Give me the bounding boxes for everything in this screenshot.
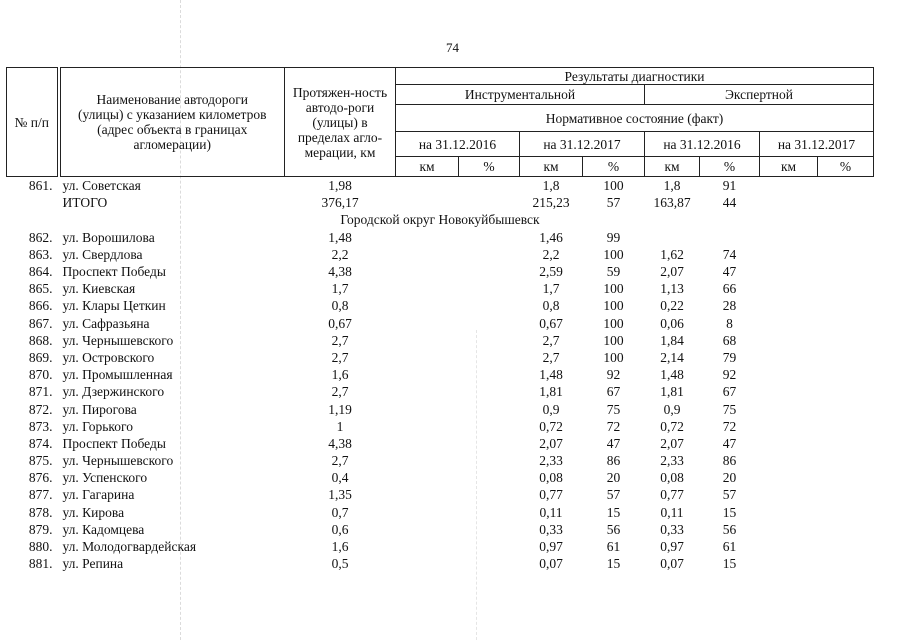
expert-2017-pct <box>818 469 874 486</box>
road-name: ул. Клары Цеткин <box>62 298 166 314</box>
expert-2016-km: 0,07 <box>660 556 684 572</box>
road-name: ул. Дзержинского <box>62 384 165 400</box>
expert-2016-pct: 47 <box>722 435 737 451</box>
row-number: 874. <box>28 435 53 451</box>
instr-2016-pct <box>459 177 520 195</box>
expert-2016-pct: 72 <box>722 418 737 434</box>
header-name: Наименование автодороги (улицы) с указанием километров (адрес объекта в границах агломерации) <box>59 68 285 177</box>
expert-2017-pct <box>818 538 874 555</box>
header-pct: % <box>700 157 760 177</box>
expert-2017-pct <box>818 366 874 383</box>
instr-2016-km <box>396 538 459 555</box>
expert-2017-km <box>760 504 818 521</box>
instr-2016-km <box>396 246 459 263</box>
expert-2016-km: 0,9 <box>663 401 681 417</box>
road-name: ул. Ворошилова <box>62 229 155 245</box>
instr-2016-pct <box>459 469 520 486</box>
instr-2017-pct: 99 <box>606 229 621 245</box>
road-name: ул. Пирогова <box>62 401 137 417</box>
instr-2017-pct: 57 <box>606 487 621 503</box>
expert-2016-pct: 20 <box>722 470 737 486</box>
expert-2017-pct <box>818 418 874 435</box>
instr-2016-pct <box>459 521 520 538</box>
instr-2016-km <box>396 297 459 314</box>
instr-2016-pct <box>459 504 520 521</box>
table-row <box>7 297 874 314</box>
expert-2016-pct: 67 <box>722 384 737 400</box>
instr-2016-km <box>396 366 459 383</box>
table-row <box>7 452 874 469</box>
road-name: ул. Чернышевского <box>62 453 174 469</box>
row-number: 873. <box>28 418 53 434</box>
expert-2016-pct: 61 <box>722 539 737 555</box>
road-length: 1,6 <box>331 539 349 555</box>
row-number: 877. <box>28 487 53 503</box>
expert-2017-pct <box>818 486 874 503</box>
row-number: 865. <box>28 281 53 297</box>
road-length: 2,2 <box>331 246 349 262</box>
header-date-i17: на 31.12.2017 <box>520 132 645 157</box>
expert-2016-km <box>645 229 700 246</box>
expert-2017-pct <box>818 229 874 246</box>
header-length: Протяжен-ность автодо-роги (улицы) в пределах агло-мерации, км <box>285 68 396 177</box>
expert-2017-km <box>760 435 818 452</box>
table-row <box>7 366 874 383</box>
road-name: ул. Успенского <box>62 470 148 486</box>
header-date-e17: на 31.12.2017 <box>760 132 874 157</box>
table-row <box>7 280 874 297</box>
table-row <box>7 315 874 332</box>
section-title: Городской округ Новокуйбышевск <box>340 212 540 228</box>
expert-2017-km <box>760 400 818 417</box>
row-number: 875. <box>28 453 53 469</box>
table-row <box>7 469 874 486</box>
expert-2017-km <box>760 280 818 297</box>
instr-2017-pct: 100 <box>603 298 624 314</box>
row-number: 880. <box>28 539 53 555</box>
expert-2016-pct: 28 <box>722 298 737 314</box>
instr-2017-km: 2,7 <box>542 332 560 348</box>
road-name: ул. Репина <box>62 556 124 572</box>
road-length: 0,7 <box>331 504 349 520</box>
instr-2017-km: 215,23 <box>532 195 570 211</box>
expert-2017-pct <box>818 452 874 469</box>
expert-2016-km: 0,11 <box>660 504 684 520</box>
expert-2017-pct <box>818 315 874 332</box>
instr-2016-km <box>396 229 459 246</box>
instr-2017-pct: 56 <box>606 521 621 537</box>
row-number: 871. <box>28 384 53 400</box>
instr-2017-km: 2,7 <box>542 349 560 365</box>
header-km: км <box>396 157 459 177</box>
expert-2017-pct <box>818 246 874 263</box>
header-pct: % <box>583 157 645 177</box>
expert-2016-pct: 56 <box>722 521 737 537</box>
expert-2017-km <box>760 555 818 572</box>
road-length: 1,98 <box>328 178 352 194</box>
row-number: 881. <box>28 556 53 572</box>
road-length: 1,19 <box>328 401 352 417</box>
expert-2016-pct: 92 <box>722 367 737 383</box>
expert-2017-pct <box>818 349 874 366</box>
expert-2017-pct <box>818 297 874 314</box>
expert-2017-km <box>760 452 818 469</box>
table-body <box>7 177 874 573</box>
road-length: 1,7 <box>331 281 349 297</box>
instr-2016-km <box>396 280 459 297</box>
instr-2016-km <box>396 383 459 400</box>
instr-2016-km <box>396 521 459 538</box>
expert-2017-pct <box>818 435 874 452</box>
expert-2016-pct: 79 <box>722 349 737 365</box>
header-normative: Нормативное состояние (факт) <box>396 105 874 132</box>
instr-2017-km: 2,07 <box>539 435 563 451</box>
expert-2017-km <box>760 332 818 349</box>
row-number: 866. <box>28 298 53 314</box>
expert-2016-km: 0,97 <box>660 539 684 555</box>
table-row <box>7 177 874 195</box>
row-number: 872. <box>28 401 53 417</box>
road-name: Проспект Победы <box>62 264 166 280</box>
expert-2017-km <box>760 194 818 211</box>
instr-2016-pct <box>459 400 520 417</box>
table-row <box>7 521 874 538</box>
instr-2016-pct <box>459 315 520 332</box>
road-name: ул. Сафразьяна <box>62 315 150 331</box>
expert-2017-km <box>760 229 818 246</box>
expert-2016-km: 0,06 <box>660 315 684 331</box>
expert-2017-pct <box>818 332 874 349</box>
road-length: 1,6 <box>331 367 349 383</box>
row-number: 869. <box>28 349 53 365</box>
instr-2016-km <box>396 263 459 280</box>
instr-2017-pct: 72 <box>606 418 621 434</box>
instr-2016-pct <box>459 383 520 400</box>
row-number: 867. <box>28 315 53 331</box>
instr-2016-pct <box>459 332 520 349</box>
expert-2016-km: 1,48 <box>660 367 684 383</box>
road-length: 4,38 <box>328 264 352 280</box>
road-length: 2,7 <box>331 332 349 348</box>
instr-2017-km: 0,9 <box>542 401 560 417</box>
row-number: 862. <box>28 229 53 245</box>
expert-2017-km <box>760 297 818 314</box>
instr-2016-pct <box>459 246 520 263</box>
road-name: ул. Горького <box>62 418 133 434</box>
expert-2016-pct: 47 <box>722 264 737 280</box>
table-row <box>7 332 874 349</box>
expert-2016-pct: 74 <box>722 246 737 262</box>
expert-2016-km: 0,22 <box>660 298 684 314</box>
page-number: 74 <box>446 40 459 55</box>
expert-2016-pct: 91 <box>722 178 737 194</box>
instr-2016-km <box>396 418 459 435</box>
instr-2017-pct: 86 <box>606 453 621 469</box>
expert-2017-km <box>760 538 818 555</box>
table-row <box>7 263 874 280</box>
expert-2016-km: 0,72 <box>660 418 684 434</box>
row-number <box>7 194 59 211</box>
expert-2016-km: 163,87 <box>653 195 691 211</box>
instr-2016-pct <box>459 349 520 366</box>
road-length: 0,6 <box>331 521 349 537</box>
instr-2016-km <box>396 349 459 366</box>
expert-2016-km: 1,81 <box>660 384 684 400</box>
instr-2017-km: 2,33 <box>539 453 563 469</box>
header-pct: % <box>459 157 520 177</box>
instr-2016-km <box>396 332 459 349</box>
instr-2016-pct <box>459 486 520 503</box>
instr-2017-pct: 20 <box>606 470 621 486</box>
expert-2016-pct: 57 <box>722 487 737 503</box>
road-length: 4,38 <box>328 435 352 451</box>
expert-2016-pct: 8 <box>726 315 733 331</box>
instr-2017-km: 0,67 <box>539 315 563 331</box>
expert-2016-km: 1,62 <box>660 246 684 262</box>
table-row <box>7 194 874 211</box>
instr-2017-km: 0,8 <box>542 298 560 314</box>
header-date-i16: на 31.12.2016 <box>396 132 520 157</box>
instr-2016-pct <box>459 538 520 555</box>
instr-2017-km: 1,81 <box>539 384 563 400</box>
instr-2017-km: 0,07 <box>539 556 563 572</box>
instr-2017-km: 2,2 <box>542 246 560 262</box>
instr-2016-km <box>396 435 459 452</box>
row-number: 878. <box>28 504 53 520</box>
instr-2016-km <box>396 504 459 521</box>
expert-2017-pct <box>818 400 874 417</box>
header-results: Результаты диагностики <box>396 68 874 85</box>
expert-2016-km: 0,08 <box>660 470 684 486</box>
instr-2017-pct: 57 <box>606 195 621 211</box>
expert-2016-pct: 15 <box>722 504 737 520</box>
road-name: ул. Свердлова <box>62 246 143 262</box>
expert-2017-km <box>760 418 818 435</box>
expert-2016-km: 1,13 <box>660 281 684 297</box>
table-row <box>7 486 874 503</box>
road-name: ул. Кирова <box>62 504 125 520</box>
instr-2016-km <box>396 452 459 469</box>
instr-2016-pct <box>459 229 520 246</box>
expert-2017-pct <box>818 504 874 521</box>
row-number: 870. <box>28 367 53 383</box>
instr-2016-km <box>396 400 459 417</box>
instr-2016-km <box>396 469 459 486</box>
expert-2017-km <box>760 177 818 195</box>
road-name: ул. Гагарина <box>62 487 135 503</box>
expert-2017-pct <box>818 383 874 400</box>
instr-2017-pct: 100 <box>603 332 624 348</box>
expert-2016-km: 0,33 <box>660 521 684 537</box>
road-length: 376,17 <box>321 195 359 211</box>
header-date-e16: на 31.12.2016 <box>645 132 760 157</box>
instr-2017-km: 0,77 <box>539 487 563 503</box>
header-num: № п/п <box>7 68 59 177</box>
row-number: 863. <box>28 246 53 262</box>
instr-2017-pct: 15 <box>606 504 621 520</box>
expert-2016-km: 0,77 <box>660 487 684 503</box>
road-length: 2,7 <box>331 453 349 469</box>
instr-2017-pct: 61 <box>606 539 621 555</box>
instr-2016-km <box>396 194 459 211</box>
expert-2016-pct: 86 <box>722 453 737 469</box>
expert-2016-km: 1,8 <box>663 178 681 194</box>
instr-2016-pct <box>459 263 520 280</box>
instr-2017-pct: 100 <box>603 178 624 194</box>
table-row <box>7 229 874 246</box>
expert-2017-pct <box>818 263 874 280</box>
expert-2017-pct <box>818 555 874 572</box>
expert-2017-pct <box>818 177 874 195</box>
expert-2017-km <box>760 263 818 280</box>
instr-2017-pct: 100 <box>603 281 624 297</box>
expert-2016-km: 2,33 <box>660 453 684 469</box>
table-row <box>7 538 874 555</box>
header-pct: % <box>818 157 874 177</box>
expert-2017-km <box>760 486 818 503</box>
row-number: 864. <box>28 264 53 280</box>
expert-2016-pct: 75 <box>722 401 737 417</box>
instr-2017-km: 2,59 <box>539 264 563 280</box>
road-name: Проспект Победы <box>62 435 166 451</box>
row-number: 879. <box>28 521 53 537</box>
expert-2017-pct <box>818 194 874 211</box>
instr-2017-pct: 67 <box>606 384 621 400</box>
instr-2017-pct: 59 <box>606 264 621 280</box>
instr-2016-km <box>396 315 459 332</box>
road-name: ул. Островского <box>62 349 155 365</box>
instr-2017-km: 0,11 <box>539 504 563 520</box>
instr-2017-km: 1,8 <box>542 178 560 194</box>
road-diagnostics-table <box>6 67 874 572</box>
expert-2016-pct: 15 <box>722 556 737 572</box>
expert-2016-km: 1,84 <box>660 332 684 348</box>
expert-2017-km <box>760 315 818 332</box>
instr-2016-km <box>396 486 459 503</box>
instr-2016-km <box>396 177 459 195</box>
table-row <box>7 555 874 572</box>
expert-2016-pct: 66 <box>722 281 737 297</box>
header-km: км <box>645 157 700 177</box>
instr-2017-pct: 92 <box>606 367 621 383</box>
expert-2017-km <box>760 246 818 263</box>
instr-2017-km: 1,48 <box>539 367 563 383</box>
table-row <box>7 418 874 435</box>
road-name: ул. Молодогвардейская <box>62 539 197 555</box>
row-number: 861. <box>28 178 53 194</box>
row-number: 876. <box>28 470 53 486</box>
expert-2017-pct <box>818 521 874 538</box>
road-name: ул. Промышленная <box>62 367 173 383</box>
expert-2016-km: 2,07 <box>660 264 684 280</box>
expert-2017-km <box>760 521 818 538</box>
expert-2016-km: 2,07 <box>660 435 684 451</box>
road-length: 0,5 <box>331 556 349 572</box>
instr-2017-km: 0,97 <box>539 539 563 555</box>
header-instrumental: Инструментальной <box>396 85 645 105</box>
instr-2017-pct: 75 <box>606 401 621 417</box>
expert-2017-km <box>760 383 818 400</box>
instr-2016-pct <box>459 452 520 469</box>
road-name: ул. Советская <box>62 178 141 194</box>
instr-2017-km: 0,72 <box>539 418 563 434</box>
instr-2016-km <box>396 555 459 572</box>
instr-2016-pct <box>459 555 520 572</box>
instr-2017-pct: 47 <box>606 435 621 451</box>
instr-2017-km: 1,7 <box>542 281 560 297</box>
table-header <box>7 68 874 177</box>
row-number: 868. <box>28 332 53 348</box>
road-length: 0,67 <box>328 315 352 331</box>
road-length: 1,35 <box>328 487 352 503</box>
instr-2017-km: 1,46 <box>539 229 563 245</box>
table-row <box>7 435 874 452</box>
instr-2016-pct <box>459 280 520 297</box>
table-row <box>7 246 874 263</box>
expert-2016-pct: 44 <box>722 195 737 211</box>
instr-2017-pct: 100 <box>603 315 624 331</box>
header-km: км <box>520 157 583 177</box>
road-length: 2,7 <box>331 384 349 400</box>
expert-2016-km: 2,14 <box>660 349 684 365</box>
table-row <box>7 400 874 417</box>
road-name: ул. Чернышевского <box>62 332 174 348</box>
table-row <box>7 349 874 366</box>
expert-2017-km <box>760 349 818 366</box>
instr-2017-pct: 100 <box>603 246 624 262</box>
table-row <box>7 383 874 400</box>
header-km: км <box>760 157 818 177</box>
road-length: 1,48 <box>328 229 352 245</box>
header-expert: Экспертной <box>645 85 874 105</box>
instr-2017-pct: 15 <box>606 556 621 572</box>
road-name: ул. Киевская <box>62 281 136 297</box>
instr-2017-pct: 100 <box>603 349 624 365</box>
table-row <box>7 504 874 521</box>
instr-2016-pct <box>459 418 520 435</box>
instr-2016-pct <box>459 194 520 211</box>
road-name: ул. Кадомцева <box>62 521 145 537</box>
road-length: 2,7 <box>331 349 349 365</box>
section-row <box>7 211 874 228</box>
road-length: 1 <box>336 418 344 434</box>
expert-2017-km <box>760 469 818 486</box>
instr-2017-km: 0,33 <box>539 521 563 537</box>
expert-2016-pct <box>700 229 760 246</box>
instr-2017-km: 0,08 <box>539 470 563 486</box>
instr-2016-pct <box>459 366 520 383</box>
road-name: ИТОГО <box>62 195 108 211</box>
expert-2017-pct <box>818 280 874 297</box>
road-length: 0,4 <box>331 470 349 486</box>
instr-2016-pct <box>459 297 520 314</box>
expert-2016-pct: 68 <box>722 332 737 348</box>
instr-2016-pct <box>459 435 520 452</box>
road-length: 0,8 <box>331 298 349 314</box>
expert-2017-km <box>760 366 818 383</box>
